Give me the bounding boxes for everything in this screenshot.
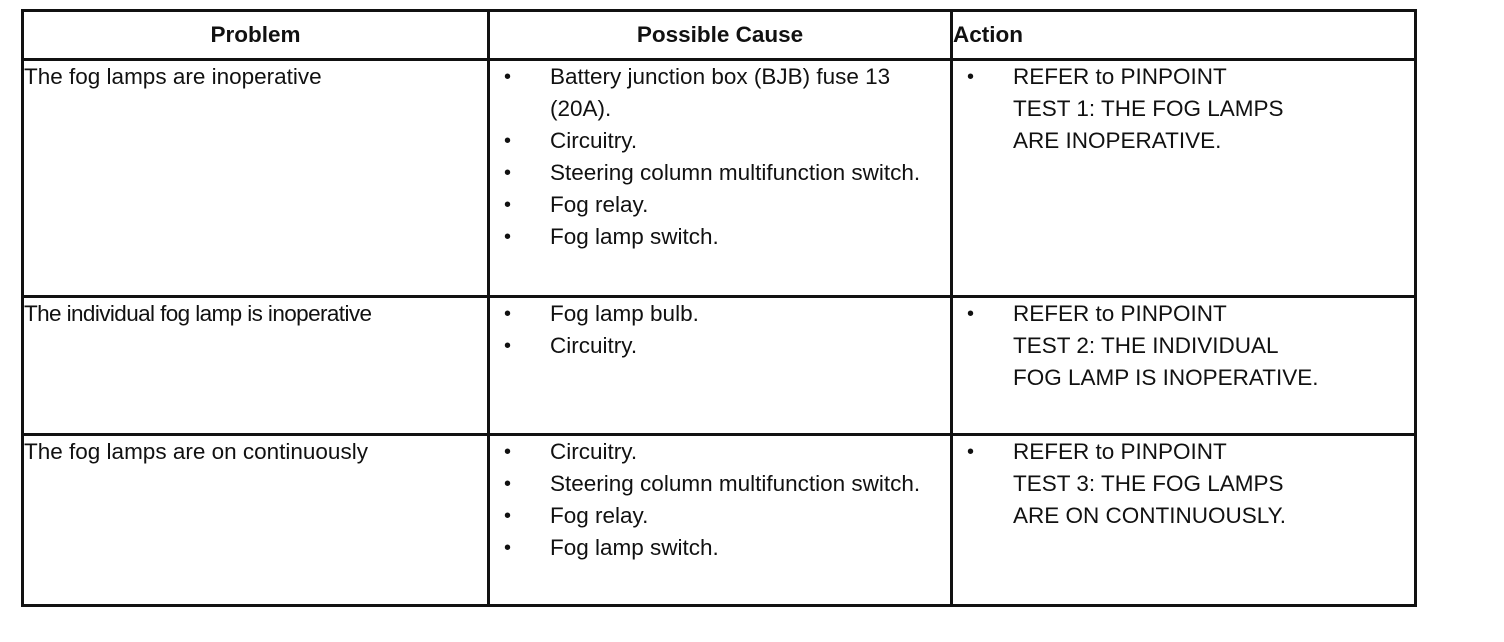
action-cell: [952, 60, 1416, 297]
cause-text: Steering column multifunction switch.: [550, 160, 921, 185]
action-item: [953, 298, 1414, 394]
problem-cell: The fog lamps are inoperative: [23, 60, 489, 297]
cause-text: Circuitry.: [550, 439, 638, 464]
cause-item: [490, 298, 950, 330]
cause-item: [490, 125, 950, 157]
cause-cell: [489, 297, 952, 435]
action-line: TEST 1: THE FOG LAMPS: [1013, 96, 1284, 121]
action-line: ARE INOPERATIVE.: [1013, 128, 1222, 153]
cause-item: [490, 468, 950, 500]
bullet-icon: •: [967, 441, 975, 463]
symptom-chart-table: [21, 9, 1417, 607]
cause-text: Battery junction box (BJB) fuse 13 (20A).: [550, 64, 891, 121]
table-row: [23, 435, 1416, 606]
cause-text: Steering column multifunction switch.: [550, 471, 921, 496]
action-line: FOG LAMP IS INOPERATIVE.: [1013, 365, 1319, 390]
header-action: Action: [952, 11, 1416, 60]
action-line: REFER to PINPOINT: [1013, 301, 1227, 326]
bullet-icon: •: [504, 441, 512, 463]
cause-text: Fog relay.: [550, 192, 649, 217]
bullet-icon: •: [504, 66, 512, 88]
cause-item: [490, 330, 950, 362]
action-list: [953, 436, 1414, 532]
bullet-icon: •: [967, 66, 975, 88]
bullet-icon: •: [504, 130, 512, 152]
bullet-icon: •: [504, 162, 512, 184]
action-line: TEST 2: THE INDIVIDUAL: [1013, 333, 1279, 358]
header-problem: Problem: [23, 11, 489, 60]
cause-item: [490, 221, 950, 253]
cause-text: Fog lamp bulb.: [550, 301, 699, 326]
cause-cell: [489, 435, 952, 606]
table-row: [23, 297, 1416, 435]
cause-item: [490, 189, 950, 221]
bullet-icon: •: [504, 303, 512, 325]
bullet-icon: •: [967, 303, 975, 325]
action-list: [953, 61, 1414, 157]
action-item: [953, 61, 1414, 157]
action-line: REFER to PINPOINT: [1013, 64, 1227, 89]
cause-item: [490, 157, 950, 189]
action-line: REFER to PINPOINT: [1013, 439, 1227, 464]
bullet-icon: •: [504, 505, 512, 527]
bullet-icon: •: [504, 335, 512, 357]
cause-item: [490, 500, 950, 532]
cause-text: Fog relay.: [550, 503, 649, 528]
cause-item: [490, 61, 950, 125]
cause-list: [490, 298, 950, 362]
bullet-icon: •: [504, 194, 512, 216]
action-cell: [952, 297, 1416, 435]
cause-text: Fog lamp switch.: [550, 535, 719, 560]
cause-list: [490, 436, 950, 564]
cause-cell: [489, 60, 952, 297]
cause-text: Circuitry.: [550, 128, 638, 153]
cause-list: [490, 61, 950, 253]
table-row: [23, 60, 1416, 297]
action-item: [953, 436, 1414, 532]
action-list: [953, 298, 1414, 394]
header-possible-cause: Possible Cause: [489, 11, 952, 60]
cause-item: [490, 532, 950, 564]
bullet-icon: •: [504, 537, 512, 559]
cause-text: Fog lamp switch.: [550, 224, 719, 249]
problem-cell: The fog lamps are on continuously: [23, 435, 489, 606]
bullet-icon: •: [504, 473, 512, 495]
header-row: [23, 11, 1416, 60]
problem-cell: The individual fog lamp is inoperative: [23, 297, 489, 435]
bullet-icon: •: [504, 226, 512, 248]
action-cell: [952, 435, 1416, 606]
action-line: ARE ON CONTINUOUSLY.: [1013, 503, 1286, 528]
cause-item: [490, 436, 950, 468]
cause-text: Circuitry.: [550, 333, 638, 358]
action-line: TEST 3: THE FOG LAMPS: [1013, 471, 1284, 496]
